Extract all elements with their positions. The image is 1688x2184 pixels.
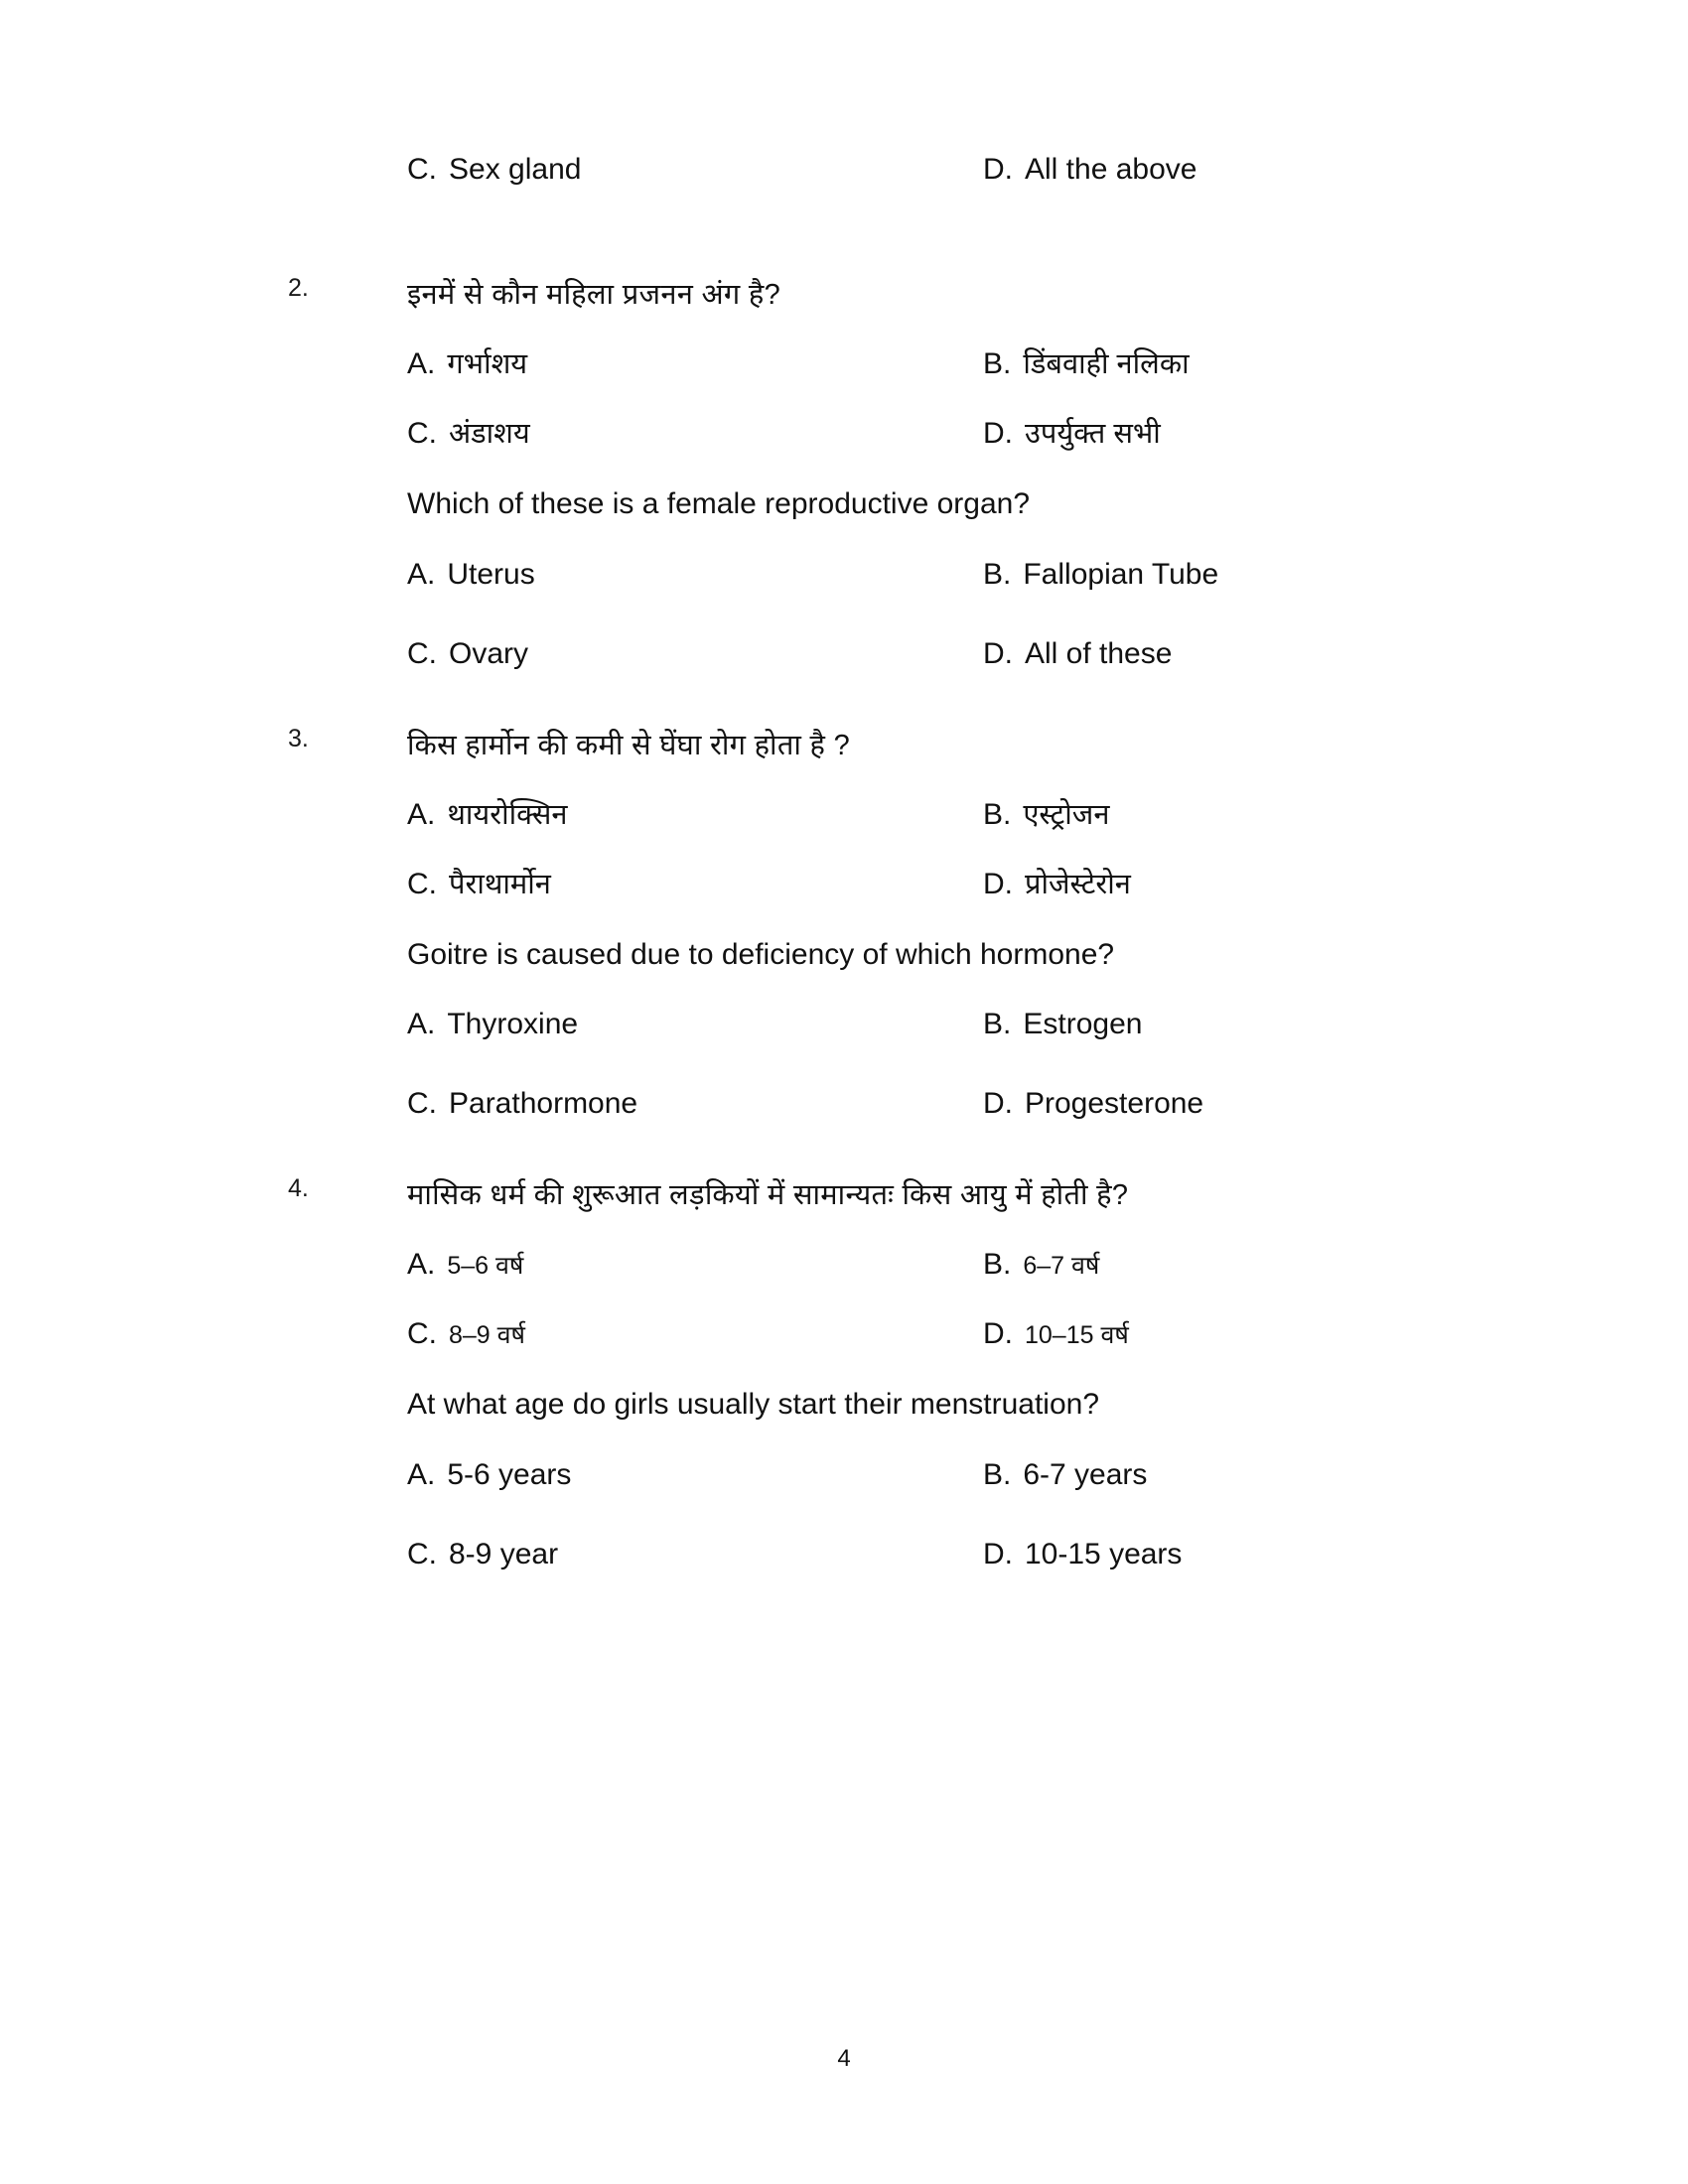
option-label: A. <box>407 797 436 831</box>
option-text: 8-9 year <box>449 1537 559 1570</box>
partial-question-options <box>407 149 1489 191</box>
page-number: 4 <box>837 2045 851 2072</box>
option-text: Thyroxine <box>447 1008 579 1041</box>
option-c-english <box>407 633 983 675</box>
option-a-hindi <box>407 343 983 385</box>
question-text-english: Goitre is caused due to deficiency of which hormone? <box>407 937 1115 971</box>
question-text-hindi: इनमें से कौन महिला प्रजनन अंग है? <box>407 279 781 311</box>
option-text: 10-15 years <box>1025 1537 1183 1570</box>
option-text: All the above <box>1025 153 1197 186</box>
option-text: 6–7 वर्ष <box>1023 1252 1100 1281</box>
option-text: Parathormone <box>449 1087 638 1121</box>
option-text: 6-7 years <box>1023 1457 1148 1491</box>
question-text-hindi: किस हार्मोन की कमी से घेंघा रोग होता है ? <box>407 729 851 761</box>
option-text: All of these <box>1025 636 1173 670</box>
option-c-english <box>407 1534 983 1575</box>
option-text: पैराथार्मोन <box>449 868 551 900</box>
option-label: D. <box>983 153 1013 186</box>
question-number: 4. <box>288 1174 309 1203</box>
option-b-hindi <box>983 343 1489 385</box>
option-label: B. <box>983 1457 1012 1491</box>
option-label: C. <box>407 417 437 451</box>
option-d <box>983 149 1489 191</box>
option-label: C. <box>407 636 437 670</box>
option-c-hindi <box>407 1313 983 1355</box>
option-c <box>407 149 983 191</box>
option-a-hindi <box>407 1244 983 1286</box>
option-label: D. <box>983 1537 1013 1570</box>
option-text: Fallopian Tube <box>1023 557 1219 591</box>
option-d-hindi <box>983 1313 1489 1355</box>
option-text: Ovary <box>449 636 529 670</box>
option-b-hindi <box>983 1244 1489 1286</box>
option-c-english <box>407 1083 983 1125</box>
option-text: Uterus <box>447 557 535 591</box>
question-number: 3. <box>288 724 309 752</box>
option-text: 5-6 years <box>447 1457 572 1491</box>
question-3 <box>288 725 1489 1126</box>
option-text: 8–9 वर्ष <box>449 1321 526 1350</box>
question-4 <box>288 1174 1489 1575</box>
option-b-english <box>983 1454 1489 1496</box>
question-text-english: Which of these is a female reproductive organ? <box>407 487 1030 521</box>
option-label: C. <box>407 1317 437 1351</box>
option-text: Progesterone <box>1025 1087 1204 1121</box>
option-label: A. <box>407 1248 436 1282</box>
question-text-hindi: मासिक धर्म की शुरूआत लड़कियों में सामान्यतः किस आयु में होती है? <box>407 1179 1129 1212</box>
option-label: D. <box>983 1317 1013 1351</box>
option-label: A. <box>407 347 436 381</box>
option-label: B. <box>983 557 1012 591</box>
option-text: 5–6 वर्ष <box>447 1252 524 1281</box>
option-c-hindi <box>407 864 983 905</box>
option-text: डिंबवाही नलिका <box>1023 348 1190 381</box>
option-label: B. <box>983 797 1012 831</box>
option-label: A. <box>407 557 436 591</box>
option-b-english <box>983 1004 1489 1045</box>
option-label: B. <box>983 1248 1012 1282</box>
option-label: D. <box>983 867 1013 900</box>
option-text: प्रोजेस्टेरोन <box>1025 868 1131 900</box>
option-label: A. <box>407 1008 436 1041</box>
option-a-english <box>407 1454 983 1496</box>
option-label: A. <box>407 1457 436 1491</box>
option-text: Estrogen <box>1023 1008 1143 1041</box>
option-label: C. <box>407 1537 437 1570</box>
option-text: एस्ट्रोजन <box>1023 798 1110 831</box>
option-a-hindi <box>407 794 983 836</box>
option-label: D. <box>983 636 1013 670</box>
option-label: B. <box>983 347 1012 381</box>
option-a-english <box>407 1004 983 1045</box>
option-label: C. <box>407 867 437 900</box>
question-2 <box>288 274 1489 675</box>
option-text: Sex gland <box>449 153 582 186</box>
option-c-hindi <box>407 413 983 455</box>
option-label: D. <box>983 417 1013 451</box>
question-number: 2. <box>288 274 309 302</box>
option-text: अंडाशय <box>449 418 530 451</box>
option-d-hindi <box>983 413 1489 455</box>
option-label: B. <box>983 1008 1012 1041</box>
option-d-english <box>983 1083 1489 1125</box>
option-text: थायरोक्सिन <box>447 798 568 831</box>
question-text-english: At what age do girls usually start their menstruation? <box>407 1388 1100 1422</box>
option-label: C. <box>407 1087 437 1121</box>
option-label: D. <box>983 1087 1013 1121</box>
option-b-english <box>983 554 1489 596</box>
option-text: गर्भाशय <box>447 348 528 381</box>
option-b-hindi <box>983 794 1489 836</box>
option-d-hindi <box>983 864 1489 905</box>
option-d-english <box>983 633 1489 675</box>
option-text: उपर्युक्त सभी <box>1025 418 1161 451</box>
option-a-english <box>407 554 983 596</box>
option-label: C. <box>407 153 437 186</box>
option-d-english <box>983 1534 1489 1575</box>
option-text: 10–15 वर्ष <box>1025 1321 1129 1350</box>
